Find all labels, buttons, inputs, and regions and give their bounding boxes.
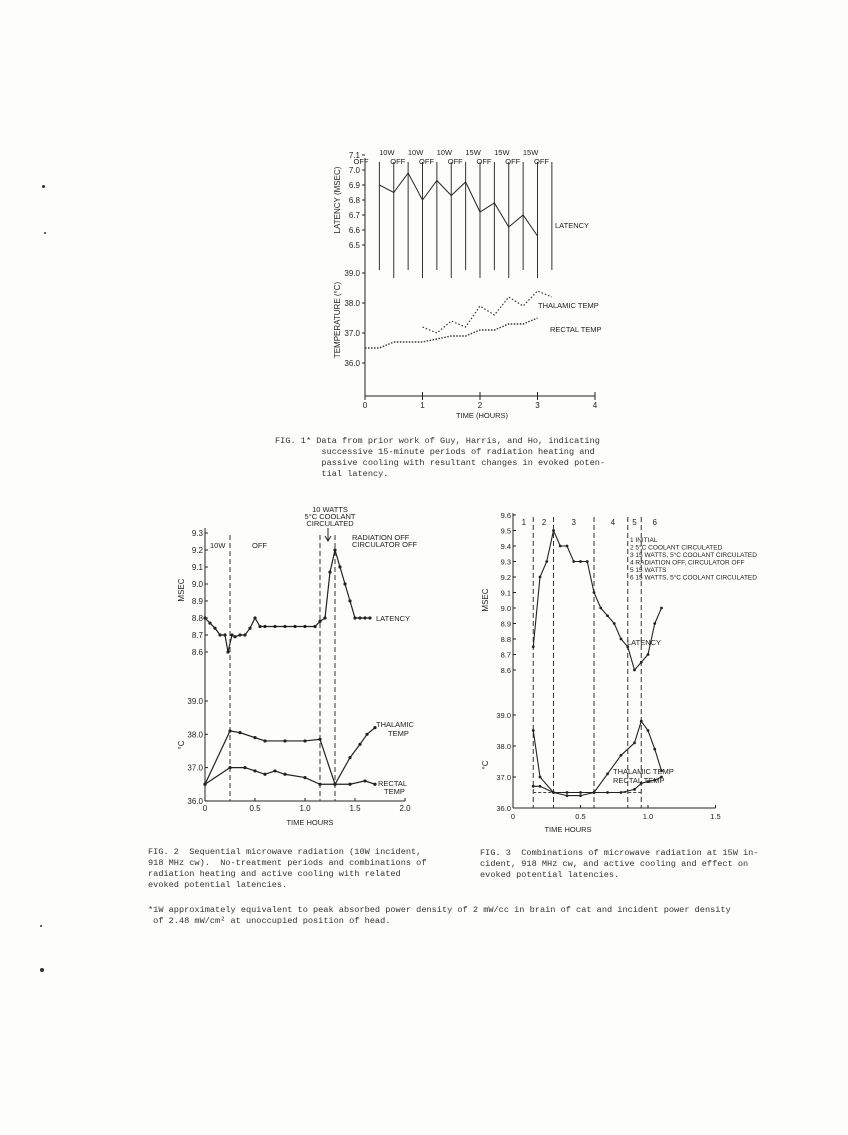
- scan-speck: [40, 925, 42, 927]
- period-off-label: OFF: [353, 157, 369, 166]
- y-tick-label: 9.2: [500, 573, 511, 582]
- legend-latency: LATENCY: [555, 221, 590, 230]
- data-point: [599, 607, 602, 610]
- data-point: [303, 625, 306, 628]
- y-tick-label: 8.7: [500, 650, 511, 660]
- figure-1-caption: FIG. 1* Data from prior work of Guy, Harris, and Ho, indicating successive 15-minute periods of radiation heating and passive cooling with resultant changes in evoked poten- tial latency.: [275, 436, 606, 479]
- period-number: 6: [652, 518, 657, 527]
- x-tick-label: 2.0: [399, 804, 411, 813]
- data-point: [593, 591, 596, 594]
- y-tick-label: 9.5: [500, 526, 511, 536]
- y-tick-label: 36.0: [344, 359, 360, 368]
- data-point: [363, 779, 366, 782]
- data-point: [313, 625, 316, 628]
- data-point: [238, 731, 241, 734]
- figure-3-chart: [470, 505, 790, 835]
- y-tick-label: 8.8: [191, 614, 203, 623]
- annotation-10w: 10W: [210, 541, 226, 550]
- period-off-label: OFF: [390, 157, 406, 166]
- data-point: [338, 565, 341, 568]
- series-line-rectal-temp: [365, 318, 538, 348]
- y-tick-label: 6.9: [348, 181, 360, 190]
- data-point: [248, 627, 251, 630]
- legend-thalamic-temp: THALAMIC: [376, 720, 414, 729]
- period-power-label: 10W: [436, 148, 453, 157]
- data-point: [647, 653, 650, 656]
- data-point: [539, 776, 542, 779]
- legend-line-3: 3 15 WATTS, 5°C COOLANT CIRCULATED: [630, 552, 757, 559]
- period-power-label: 15W: [522, 148, 539, 157]
- period-number: 2: [541, 518, 547, 527]
- data-point: [318, 620, 321, 623]
- data-point: [258, 625, 261, 628]
- legend-rectal-temp-2: TEMP: [384, 787, 405, 796]
- data-point: [606, 773, 609, 776]
- data-point: [566, 791, 569, 794]
- y-tick-label: 39.0: [344, 269, 360, 278]
- period-off-label: OFF: [534, 157, 549, 166]
- y-axis-title-latency: MSEC: [177, 578, 186, 602]
- x-tick-label: 1.5: [710, 812, 721, 821]
- x-axis-title: TIME HOURS: [544, 825, 592, 834]
- y-tick-label: 37.0: [496, 773, 511, 782]
- data-point: [253, 769, 256, 772]
- annotation-circulator-off: CIRCULATOR OFF: [352, 540, 418, 549]
- data-point: [532, 785, 535, 788]
- y-tick-label: 9.1: [500, 588, 511, 598]
- y-tick-label: 37.0: [344, 329, 360, 338]
- y-axis-title-temperature: °C: [481, 760, 490, 770]
- series-line-thalamic-temp: [423, 291, 552, 333]
- x-tick-label: 1.0: [299, 804, 311, 813]
- footnote: *1W approximately equivalent to peak absorbed power density of 2 mW/cc in brain of cat and incident power density of 2.48 mW/cm² at unoccupied position of head.: [148, 905, 731, 926]
- data-point: [208, 622, 211, 625]
- data-point: [303, 776, 306, 779]
- data-point: [233, 635, 236, 638]
- data-point: [318, 783, 321, 786]
- y-tick-label: 7.0: [348, 166, 360, 175]
- period-power-label: 10W: [407, 148, 424, 157]
- data-point: [539, 576, 542, 579]
- legend-line-1: 1 INITIAL: [630, 537, 658, 544]
- data-point: [620, 791, 623, 794]
- data-point: [283, 625, 286, 628]
- annotation-circulated: CIRCULATED: [306, 519, 354, 528]
- annotation-off: OFF: [252, 541, 267, 550]
- legend-rectal-temp: RECTAL: [378, 779, 408, 788]
- legend-latency: LATENCY: [627, 638, 662, 647]
- period-off-label: OFF: [419, 157, 434, 166]
- data-point: [238, 633, 241, 636]
- data-point: [653, 748, 656, 751]
- data-point: [243, 766, 246, 769]
- data-point: [230, 633, 233, 636]
- y-tick-label: 36.0: [187, 796, 203, 806]
- y-tick-label: 8.7: [191, 631, 203, 640]
- x-axis-title: TIME HOURS: [286, 818, 334, 827]
- y-tick-label: 8.9: [191, 597, 203, 606]
- legend-latency: LATENCY: [376, 614, 411, 623]
- data-point: [223, 633, 226, 636]
- annotation-coolant: 5°C COOLANT: [304, 512, 356, 521]
- data-point: [263, 773, 266, 776]
- data-point: [572, 560, 575, 563]
- data-point: [606, 791, 609, 794]
- figure-1-chart: [320, 140, 620, 420]
- legend-thalamic-temp-2: TEMP: [388, 729, 409, 738]
- data-point: [253, 736, 256, 739]
- y-tick-label: 6.7: [348, 211, 360, 220]
- data-point: [273, 625, 276, 628]
- legend-rectal-temp: RECTAL TEMP: [613, 776, 665, 785]
- data-point: [283, 739, 286, 742]
- legend-line-6: 6 15 WATTS, 5°C COOLANT CIRCULATED: [630, 574, 757, 582]
- x-tick-label: 0.5: [249, 804, 261, 813]
- x-tick-label: 1.5: [349, 804, 361, 813]
- y-tick-label: 6.6: [348, 226, 360, 235]
- data-point: [203, 616, 206, 619]
- period-number: 3: [571, 518, 576, 527]
- x-tick-label: 4: [592, 401, 598, 410]
- y-axis-title-temperature: °C: [177, 740, 186, 750]
- y-tick-label: 6.5: [348, 241, 360, 250]
- x-tick-label: 0.5: [575, 812, 586, 821]
- data-point: [323, 616, 326, 619]
- data-point: [303, 739, 306, 742]
- data-point: [343, 582, 346, 585]
- data-point: [263, 625, 266, 628]
- legend-rectal-temp: RECTAL TEMP: [550, 325, 602, 334]
- data-point: [660, 607, 663, 610]
- y-tick-label: 9.3: [191, 529, 203, 538]
- y-tick-label: 38.0: [344, 299, 360, 308]
- y-tick-label: 9.0: [191, 580, 203, 589]
- data-point: [283, 773, 286, 776]
- x-tick-label: 3: [535, 401, 540, 410]
- data-point: [253, 616, 256, 619]
- data-point: [579, 794, 582, 797]
- y-tick-label: 8.8: [500, 635, 511, 644]
- data-point: [263, 739, 266, 742]
- data-point: [218, 633, 221, 636]
- data-point: [226, 650, 229, 653]
- y-tick-label: 39.0: [496, 711, 511, 720]
- x-tick-label: 2: [477, 401, 483, 410]
- y-tick-label: 9.2: [191, 546, 203, 555]
- data-point: [620, 638, 623, 641]
- data-point: [333, 783, 336, 786]
- x-tick-label: 0: [362, 401, 368, 410]
- figure-2-chart: [170, 500, 460, 835]
- legend-line-4: 4 RADIATION OFF, CIRCULATOR OFF: [630, 559, 745, 567]
- y-tick-label: 8.6: [500, 666, 511, 675]
- data-point: [633, 788, 636, 791]
- data-point: [358, 616, 361, 619]
- data-point: [293, 625, 296, 628]
- data-point: [593, 791, 596, 794]
- y-axis-title-latency: LATENCY (MSEC): [333, 166, 342, 234]
- data-point: [653, 622, 656, 625]
- data-point: [348, 599, 351, 602]
- y-tick-label: 39.0: [187, 697, 203, 706]
- scan-speck: [42, 185, 45, 188]
- data-point: [368, 616, 371, 619]
- data-point: [620, 754, 623, 757]
- scan-speck: [40, 968, 44, 972]
- data-point: [552, 791, 555, 794]
- data-point: [333, 548, 336, 551]
- y-axis-title-temperature: TEMPERATURE (°C): [333, 281, 342, 359]
- legend-thalamic-temp: THALAMIC TEMP: [538, 301, 599, 310]
- data-point: [348, 783, 351, 786]
- data-point: [633, 669, 636, 672]
- legend-line-2: 2 5°C COOLANT CIRCULATED: [630, 544, 723, 552]
- y-tick-label: 8.6: [191, 648, 203, 657]
- figure-2-caption: FIG. 2 Sequential microwave radiation (10W incident, 918 MHz cw). No-treatment periods and combinations of radiation heating and active cooling with related evoked potential latencies.: [148, 847, 427, 890]
- data-point: [586, 560, 589, 563]
- y-tick-label: 36.0: [496, 804, 511, 813]
- data-point: [606, 614, 609, 617]
- data-point: [633, 742, 636, 745]
- y-tick-label: 38.0: [187, 730, 203, 740]
- data-point: [532, 729, 535, 732]
- data-point: [579, 791, 582, 794]
- period-off-label: OFF: [476, 157, 492, 166]
- data-point: [613, 622, 616, 625]
- data-point: [273, 769, 276, 772]
- period-off-label: OFF: [447, 157, 463, 166]
- y-tick-label: 9.6: [500, 511, 511, 520]
- y-tick-label: 7.1: [348, 151, 360, 160]
- legend-line-5: 5 15 WATTS: [630, 567, 667, 574]
- data-point: [228, 766, 231, 769]
- data-point: [559, 545, 562, 548]
- period-power-label: 15W: [465, 148, 481, 157]
- x-tick-label: 1: [420, 401, 425, 410]
- period-number: 4: [610, 518, 616, 527]
- figure-3-caption: FIG. 3 Combinations of microwave radiation at 15W in- cident, 918 MHz cw, and active cooling and effect on evoked potential latencies.: [480, 848, 759, 880]
- data-point: [539, 785, 542, 788]
- x-tick-label: 1.0: [642, 812, 654, 821]
- legend-thalamic-temp: THALAMIC TEMP: [613, 767, 674, 776]
- scan-speck: [44, 232, 46, 234]
- y-tick-label: 37.0: [187, 763, 203, 773]
- y-tick-label: 8.9: [500, 619, 511, 629]
- data-point: [203, 783, 206, 786]
- y-tick-label: 38.0: [496, 742, 511, 751]
- y-tick-label: 6.8: [348, 196, 360, 205]
- x-axis-title: TIME (HOURS): [455, 411, 509, 420]
- x-tick-label: 0: [202, 804, 208, 813]
- x-tick-label: 0: [510, 812, 516, 821]
- y-tick-label: 9.0: [500, 604, 511, 613]
- annotation-radiation-off: RADIATION OFF: [352, 533, 410, 542]
- data-point: [640, 661, 643, 664]
- y-axis-title-latency: MSEC: [481, 588, 490, 612]
- y-tick-label: 9.3: [500, 557, 511, 567]
- annotation-10-watts: 10 WATTS: [312, 505, 348, 514]
- y-tick-label: 9.4: [500, 542, 511, 551]
- period-number: 5: [632, 518, 637, 527]
- period-off-label: OFF: [505, 157, 521, 166]
- period-number: 1: [521, 518, 527, 527]
- data-point: [647, 729, 650, 732]
- data-point: [365, 733, 368, 736]
- series-line-latency: [379, 173, 537, 236]
- data-point: [552, 529, 555, 532]
- data-point: [566, 545, 569, 548]
- data-point: [373, 783, 376, 786]
- data-point: [353, 616, 356, 619]
- data-point: [640, 720, 643, 723]
- data-point: [545, 560, 548, 563]
- data-point: [566, 794, 569, 797]
- data-point: [348, 756, 351, 759]
- y-tick-label: 9.1: [191, 563, 203, 572]
- data-point: [328, 571, 331, 574]
- data-point: [363, 616, 366, 619]
- data-point: [243, 633, 246, 636]
- data-point: [318, 738, 321, 741]
- data-point: [213, 627, 216, 630]
- data-point: [228, 729, 231, 732]
- period-power-label: 10W: [379, 148, 395, 157]
- data-point: [532, 645, 535, 648]
- period-power-label: 15W: [494, 148, 510, 157]
- data-point: [579, 560, 582, 563]
- data-point: [358, 743, 361, 746]
